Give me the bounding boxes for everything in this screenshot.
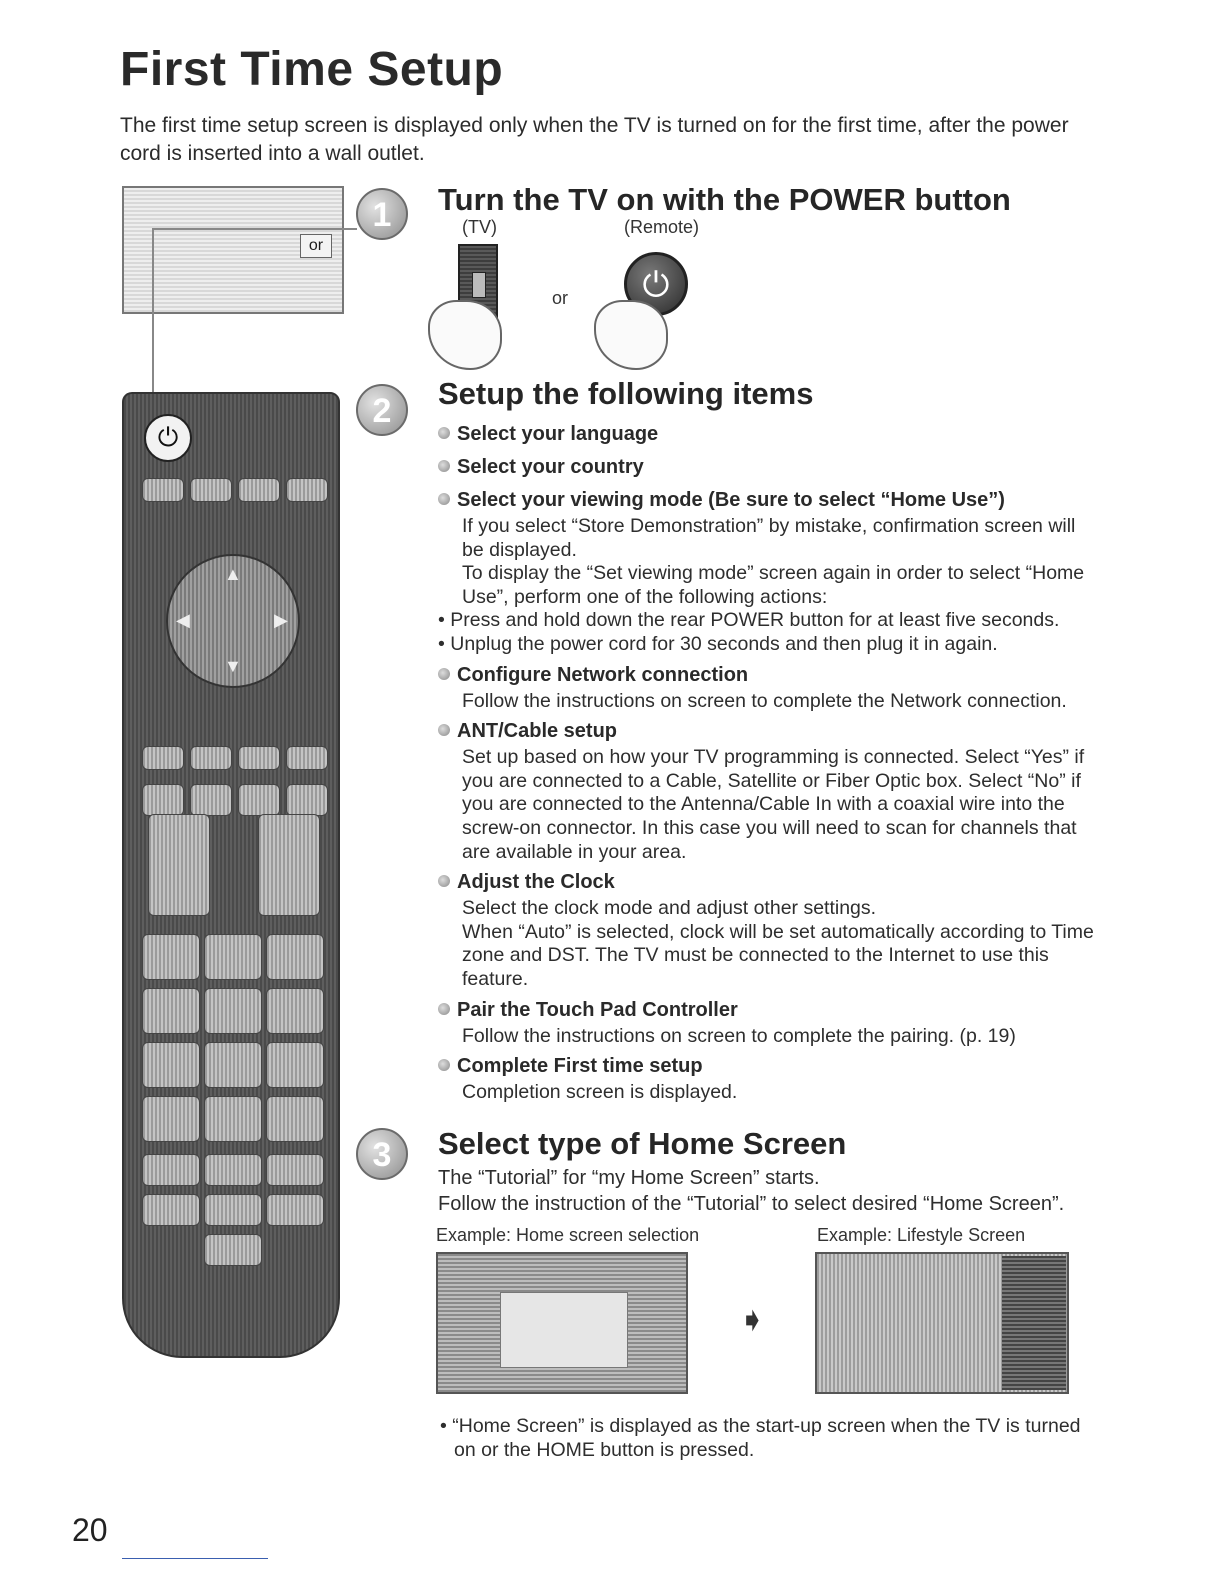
remote-key [142,784,184,816]
setup-item [438,868,1098,991]
setup-item-subpoint: • Press and hold down the rear POWER button for at least five seconds. [438,609,1060,632]
connector-line [152,228,357,230]
setup-item-heading: Select your country [438,453,1098,482]
remote-illustration [122,392,340,1358]
power-icon: ⏻ [624,252,688,316]
setup-item-text: Select the clock mode and adjust other settings. [462,897,877,920]
remote-key [142,1194,200,1226]
setup-item-heading: Pair the Touch Pad Controller [438,996,1098,1025]
hand-icon [594,300,668,370]
up-arrow-icon: ▲ [224,564,242,584]
setup-item-text: Follow the instructions on screen to complete the pairing. (p. 19) [462,1024,1016,1047]
remote-key [266,1154,324,1186]
bullet-icon [438,875,450,887]
number-key [266,988,324,1034]
bullet-icon [438,460,450,472]
bullet-icon [438,493,450,505]
step2-heading: Setup the following items [438,376,814,411]
setup-item [438,996,1098,1049]
remote-key [204,1154,262,1186]
bullet-icon [438,668,450,680]
remote-key [238,478,280,502]
page-number: 20 [72,1512,108,1548]
number-key [204,1042,262,1088]
channel-rocker [258,814,320,916]
lifestyle-side-panel [1002,1256,1066,1390]
example-label: Example: Lifestyle Screen [817,1225,1026,1245]
step-number-2: 2 [356,384,408,436]
intro-paragraph: The first time setup screen is displayed only when the TV is turned on for the first time, after the power cord is inserted into a wall outlet. [120,114,1069,165]
remote-key [142,746,184,770]
or-text: or [552,288,569,308]
remote-key [238,784,280,816]
setup-item-text: Follow the instructions on screen to complete the Network connection. [462,689,1067,712]
number-key [142,934,200,980]
remote-key [142,478,184,502]
remote-key [190,746,232,770]
number-key [142,988,200,1034]
setup-item-heading: Configure Network connection [438,661,1098,690]
dpad [166,554,300,688]
setup-item [438,661,1098,714]
left-arrow-icon: ◀ [176,610,190,630]
right-arrow-icon: ▶ [274,610,288,630]
setup-item-heading: Select your viewing mode (Be sure to select “Home Use”) [438,486,1098,515]
setup-item-text: Completion screen is displayed. [462,1081,738,1104]
setup-item [438,486,1098,657]
remote-key [286,478,328,502]
step-number-1: 1 [356,188,408,240]
step1-heading: Turn the TV on with the POWER button [438,182,1011,217]
number-key [266,934,324,980]
number-key [204,1096,262,1142]
bullet-icon [438,1059,450,1071]
remote-key [204,1234,262,1266]
number-key [204,934,262,980]
bullet-icon [438,1003,450,1015]
remote-caption: (Remote) [624,217,700,237]
number-key [142,1096,200,1142]
step3-text: The “Tutorial” for “my Home Screen” starts. [438,1167,820,1189]
setup-item-text: To display the “Set viewing mode” screen again in order to select “Home Use”, perform one of the following actions: [462,562,1085,608]
setup-item-heading: ANT/Cable setup [438,717,1098,746]
power-icon: ⏻ [144,414,192,462]
example-label: Example: Home screen selection [436,1225,700,1245]
page-title: First Time Setup [120,43,504,96]
setup-item-heading: Adjust the Clock [438,868,1098,897]
footnote: • “Home Screen” is displayed as the start-up screen when the TV is turned on or the HOME button is pressed. [440,1415,1081,1461]
setup-item-subpoint: • Unplug the power cord for 30 seconds and then plug it in again. [438,632,998,655]
number-key [142,1042,200,1088]
home-screen-thumbnail [500,1292,628,1368]
remote-key [190,784,232,816]
step-number-3: 3 [356,1128,408,1180]
volume-rocker [148,814,210,916]
setup-item-heading: Select your language [438,420,1098,449]
step3-text: Follow the instruction of the “Tutorial” to select desired “Home Screen”. [438,1193,1065,1215]
setup-item [438,1052,1098,1105]
remote-key [286,746,328,770]
setup-item-text: When “Auto” is selected, clock will be set automatically according to Time zone and DST. The TV must be connected to the Internet to use this feature. [462,920,1094,990]
setup-items-list [438,420,1098,1109]
tv-or-label: or [300,234,332,258]
step3-heading: Select type of Home Screen [438,1126,847,1161]
setup-item [438,420,1098,449]
remote-key [190,478,232,502]
setup-item [438,717,1098,864]
page-rule [122,1558,268,1559]
remote-key [204,1194,262,1226]
tv-power-switch [472,272,486,298]
setup-item-text: If you select “Store Demonstration” by mistake, confirmation screen will be displayed. [462,515,1076,561]
setup-item [438,453,1098,482]
right-arrow-icon: ➧ [738,1301,767,1339]
remote-key [286,784,328,816]
setup-item-heading: Complete First time setup [438,1052,1098,1081]
number-key [266,1096,324,1142]
hand-icon [428,300,502,370]
down-arrow-icon: ▼ [224,656,242,676]
remote-key [142,1154,200,1186]
number-key [204,988,262,1034]
number-key [266,1042,324,1088]
tv-caption: (TV) [462,217,497,237]
bullet-icon [438,724,450,736]
remote-key [266,1194,324,1226]
remote-key [238,746,280,770]
bullet-icon [438,427,450,439]
setup-item-text: Set up based on how your TV programming is connected. Select “Yes” if you are connected to a Cable, Satellite or Fiber Optic box. Select “No” if you are connected to the Antenna/Cable In with a coaxial wire into the screw-on connector. In this case you will need to scan for channels that are available in your area. [462,746,1085,863]
